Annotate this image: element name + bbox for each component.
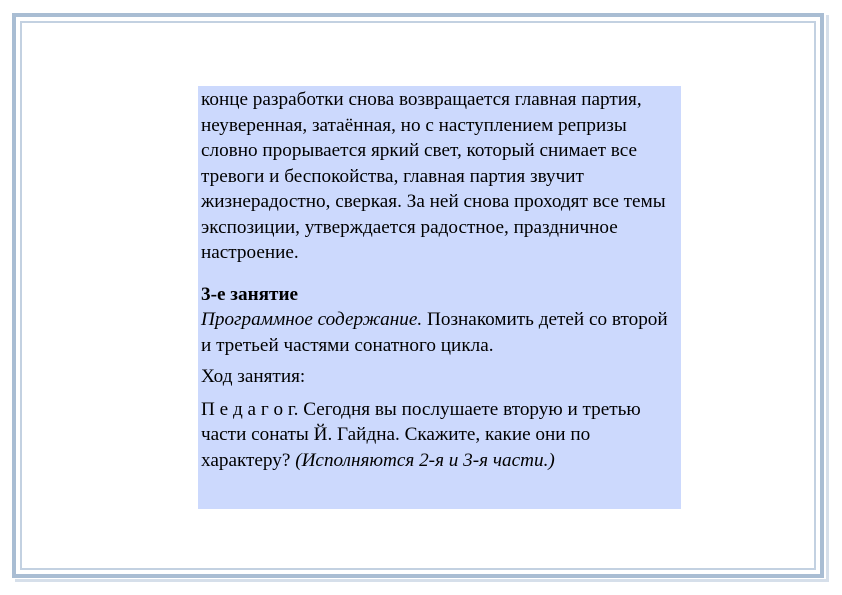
frame-shadow-bottom — [15, 579, 829, 582]
program-paragraph — [201, 307, 678, 358]
program-text: Познакомить детей со второй и третьей частями сонатного цикла. — [201, 309, 668, 356]
lesson-flow: Ход занятия: — [201, 366, 306, 387]
text-block — [198, 86, 681, 509]
lesson-heading: 3-е занятие — [201, 283, 299, 305]
intro-paragraph: конце разработки снова возвращается главная партия, неуверенная, затаённая, но с наступлением репризы словно прорывается яркий свет, который снимает все тревоги и беспокойства, главная партия звучит жизнерадостно, сверкая. За ней снова проходят все темы экспозиции, утверждается радостное, праздничное настроение. — [201, 89, 666, 263]
teacher-paragraph — [201, 397, 678, 474]
stage-direction: (Исполняются 2-я и 3-я части.) — [295, 449, 555, 471]
teacher-label: П е д а г о г. — [201, 398, 299, 420]
program-label: Программное содержание. — [201, 309, 423, 330]
teacher-text: Сегодня вы послушаете вторую и третью части сонаты Й. Гайдна. Скажите, какие они по характеру? — [201, 398, 641, 471]
frame-shadow-right — [826, 15, 829, 582]
